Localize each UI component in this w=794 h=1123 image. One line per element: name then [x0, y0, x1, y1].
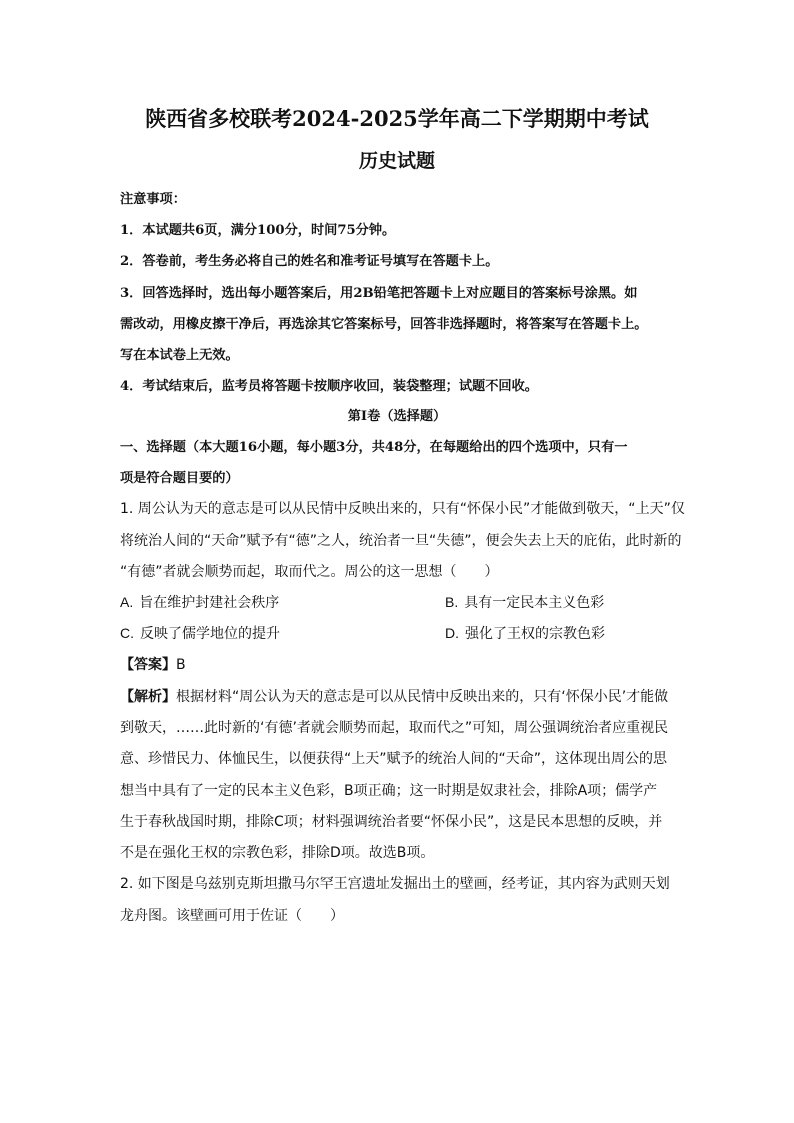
analysis-line: 意、珍惜民力、体恤民生，以便获得“上天”赋予的统治人间的“天命”，这体现出周公的思 — [120, 751, 668, 767]
option-letter: D. — [445, 625, 459, 641]
answer-label: 【答案】 — [120, 657, 176, 673]
question-stem-line: 将统治人间的“天命”赋予有“德”之人，统治者一旦“失德”，便会失去上天的庇佑，此时新的 — [120, 533, 682, 549]
notice-line: 3．回答选择时，选出每小题答案后，用2B铅笔把答题卡上对应题目的答案标号涂黑。如 — [120, 286, 638, 301]
option-b — [445, 592, 604, 612]
option-d — [445, 623, 605, 643]
notice-line: 写在本试卷上无效。 — [120, 348, 239, 363]
answer-value: B — [176, 657, 186, 673]
notice-line: 2．答卷前，考生务必将自己的姓名和准考证号填写在答题卡上。 — [120, 254, 499, 269]
notice-line: 1．本试题共6页，满分100分，时间75分钟。 — [120, 223, 396, 238]
notice-heading: 注意事项： — [120, 192, 186, 207]
analysis-line: 生于春秋战国时期，排除C项；材料强调统治者要“怀保小民”，这是民本思想的反映，并 — [120, 814, 663, 830]
option-c — [120, 623, 280, 643]
option-letter: C. — [120, 625, 134, 641]
option-a — [120, 592, 279, 612]
option-letter: B. — [445, 594, 459, 610]
answer-line — [120, 654, 186, 674]
analysis-line — [120, 686, 668, 706]
question-stem-line: 2. 如下图是乌兹别克斯坦撒马尔罕王宫遗址发掘出土的壁画，经考证，其内容为武则天划 — [120, 876, 670, 892]
option-text: 旨在维护封建社会秩序 — [139, 595, 280, 611]
analysis-line: 到敬天，……此时新的‘有德’者就会顺势而起，取而代之”可知，周公强调统治者应重视民 — [120, 720, 669, 736]
option-text: 反映了儒学地位的提升 — [140, 626, 280, 642]
question-stem-line: 龙舟图。该壁画可用于佐证（ ） — [120, 908, 344, 924]
option-letter: A. — [120, 594, 134, 610]
analysis-line: 想当中具有了一定的民本主义色彩，B项正确；这一时期是奴隶社会，排除A项；儒学产 — [120, 783, 658, 799]
option-text: 强化了王权的宗教色彩 — [465, 626, 605, 642]
notice-line: 需改动，用橡皮擦干净后，再选涂其它答案标号，回答非选择题时，将答案写在答题卡上。 — [120, 317, 648, 332]
section-instruction: 一、选择题（本大题16小题，每小题3分，共48分，在每题给出的四个选项中，只有一 — [120, 440, 628, 455]
exam-subtitle: 历史试题 — [358, 150, 435, 172]
section-instruction: 项是符合题目要的） — [120, 471, 239, 486]
analysis-line: 不是在强化王权的宗教色彩，排除D项。故选B项。 — [120, 845, 435, 861]
question-stem-line: 1. 周公认为天的意志是可以从民情中反映出来的，只有“怀保小民”才能做到敬天，“上天”仅 — [120, 501, 685, 517]
question-stem-line: “有德”者就会顺势而起，取而代之。周公的这一思想（ ） — [120, 564, 499, 580]
analysis-label: 【解析】 — [120, 689, 176, 705]
option-text: 具有一定民本主义色彩 — [464, 595, 605, 611]
analysis-text: 根据材料“周公认为天的意志是可以从民情中反映出来的，只有‘怀保小民’才能做 — [176, 689, 669, 705]
notice-line: 4．考试结束后，监考员将答题卡按顺序收回，装袋整理；试题不回收。 — [120, 379, 538, 394]
section-title: 第Ⅰ卷（选择题） — [347, 409, 447, 424]
exam-title: 陕西省多校联考2024-2025学年高二下学期期中考试 — [145, 106, 649, 131]
